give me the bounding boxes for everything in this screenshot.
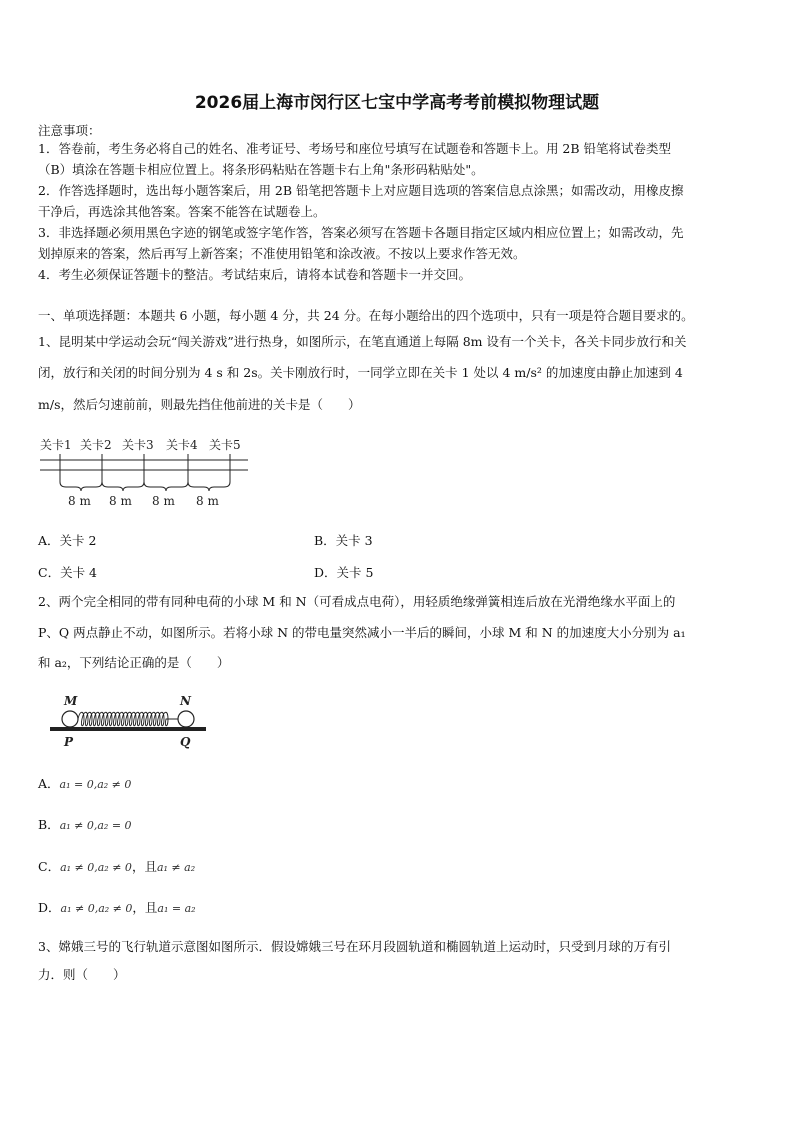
notice-line: 3．非选择题必须用黑色字迹的钢笔或签字笔作答，答案必须写在答题卡各题目指定区域内相应位置上；如需改动，先	[38, 225, 684, 240]
option-formula: a₁ ≠ 0,a₂ ≠ 0	[60, 861, 132, 874]
gate-label: 关卡3	[122, 438, 154, 452]
gate-rails	[40, 454, 248, 482]
option-b: B．关卡 3	[314, 533, 373, 548]
ball-n	[178, 711, 194, 727]
option-b	[38, 815, 132, 833]
spacing-braces	[60, 482, 230, 491]
option-c: C．关卡 4	[38, 565, 97, 580]
spring-figure	[44, 692, 214, 750]
question-3-text: 3、嫦娥三号的飞行轨道示意图如图所示．假设嫦娥三号在环月段圆轨道和椭圆轨道上运动时，只受到月球的万有引	[38, 939, 671, 954]
spacing-label: 8 m	[68, 494, 91, 508]
gate-label: 关卡2	[80, 438, 112, 452]
question-2-text: 2、两个完全相同的带有同种电荷的小球 M 和 N（可看成点电荷），用轻质绝缘弹簧相连后放在光滑绝缘水平面上的	[38, 594, 676, 609]
option-conjunction: ，且	[132, 900, 158, 915]
option-letter: A．	[38, 776, 60, 791]
option-d: D．关卡 5	[314, 565, 374, 580]
notice-line: 1．答卷前，考生务必将自己的姓名、准考证号、考场号和座位号填写在试题卷和答题卡上。用 2B 铅笔将试卷类型	[38, 141, 672, 156]
question-2-text: P、Q 两点静止不动，如图所示。若将小球 N 的带电量突然减小一半后的瞬间，小球 M 和 N 的加速度大小分别为 a₁	[38, 625, 686, 640]
spacing-label: 8 m	[152, 494, 175, 508]
question-2-text: 和 a₂，下列结论正确的是（ ）	[38, 655, 230, 670]
gate-label: 关卡1	[40, 438, 72, 452]
ball-m-label: M	[64, 694, 78, 708]
section-heading: 一、单项选择题：本题共 6 小题，每小题 4 分，共 24 分。在每小题给出的四个选项中，只有一项是符合题目要求的。	[38, 308, 694, 323]
question-3-text: 力．则（ ）	[38, 967, 126, 982]
notice-line: 4．考生必须保证答题卡的整洁。考试结束后，请将本试卷和答题卡一并交回。	[38, 267, 471, 282]
option-letter: D．	[38, 900, 61, 915]
option-formula: a₁ = a₂	[157, 902, 196, 915]
spacing-label: 8 m	[196, 494, 219, 508]
option-formula: a₁ = 0,a₂ ≠ 0	[59, 778, 132, 791]
gate-label: 关卡4	[166, 438, 198, 452]
point-p-label: P	[64, 735, 74, 749]
ball-n-label: N	[180, 694, 191, 708]
spacing-label: 8 m	[109, 494, 132, 508]
question-1-text: 闭，放行和关闭的时间分别为 4 s 和 2s。关卡刚放行时，一同学立即在关卡 1 处以 4 m/s² 的加速度由静止加速到 4	[38, 365, 683, 380]
gate-figure	[38, 434, 258, 512]
spring-coil	[78, 712, 178, 726]
option-conjunction: ，且	[131, 859, 157, 874]
option-letter: B．	[38, 817, 60, 832]
notice-line: 干净后，再选涂其他答案。答案不能答在试题卷上。	[38, 204, 326, 219]
ground-surface	[50, 727, 206, 731]
option-formula: a₁ ≠ 0,a₂ ≠ 0	[60, 902, 133, 915]
point-q-label: Q	[180, 735, 191, 749]
notice-line: （B）填涂在答题卡相应位置上。将条形码粘贴在答题卡右上角"条形码粘贴处"。	[38, 162, 484, 177]
notice-line: 划掉原来的答案，然后再写上新答案；不准使用铅笔和涂改液。不按以上要求作答无效。	[38, 246, 526, 261]
option-d	[38, 898, 196, 916]
option-c	[38, 857, 195, 875]
notice-line: 2．作答选择题时，选出每小题答案后，用 2B 铅笔把答题卡上对应题目选项的答案信息点涂黑；如需改动，用橡皮擦	[38, 183, 684, 198]
gate-label: 关卡5	[209, 438, 241, 452]
option-a	[38, 774, 131, 792]
question-1-text: m/s，然后匀速前前，则最先挡住他前进的关卡是（ ）	[38, 397, 361, 412]
option-formula: a₁ ≠ 0,a₂ = 0	[59, 819, 132, 832]
option-letter: C．	[38, 859, 61, 874]
exam-title: 2026届上海市闵行区七宝中学高考考前模拟物理试题	[194, 93, 600, 113]
option-a: A．关卡 2	[38, 533, 97, 548]
ball-m	[62, 711, 78, 727]
option-formula: a₁ ≠ a₂	[156, 861, 196, 874]
question-1-text: 1、昆明某中学运动会玩“闯关游戏”进行热身，如图所示，在笔直通道上每隔 8m 设有一个关卡，各关卡同步放行和关	[38, 334, 687, 349]
notice-heading: 注意事项：	[38, 123, 101, 138]
